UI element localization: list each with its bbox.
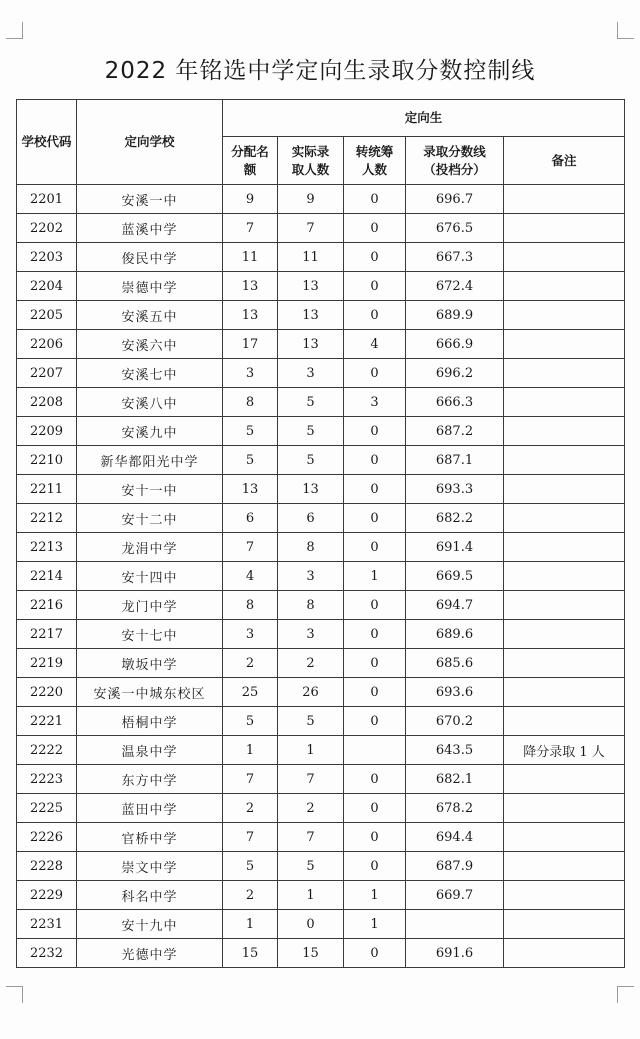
table-row bbox=[17, 446, 625, 475]
cell-actual: 8 bbox=[278, 533, 344, 562]
cell-transfer: 0 bbox=[344, 620, 406, 649]
cell-code: 2214 bbox=[17, 562, 77, 591]
cell-quota: 2 bbox=[223, 649, 278, 678]
cell-note bbox=[504, 794, 625, 823]
cell-score: 687.1 bbox=[406, 446, 504, 475]
cell-quota: 3 bbox=[223, 620, 278, 649]
cell-score: 693.6 bbox=[406, 678, 504, 707]
cell-school: 安溪八中 bbox=[77, 388, 223, 417]
cell-code: 2212 bbox=[17, 504, 77, 533]
cell-note bbox=[504, 678, 625, 707]
cell-score: 685.6 bbox=[406, 649, 504, 678]
cell-actual: 8 bbox=[278, 591, 344, 620]
cell-code: 2202 bbox=[17, 214, 77, 243]
cell-quota: 1 bbox=[223, 736, 278, 765]
cell-code: 2211 bbox=[17, 475, 77, 504]
cell-actual: 7 bbox=[278, 765, 344, 794]
cell-transfer bbox=[344, 736, 406, 765]
cell-transfer: 0 bbox=[344, 823, 406, 852]
cell-quota: 13 bbox=[223, 272, 278, 301]
table-row bbox=[17, 765, 625, 794]
cell-code: 2216 bbox=[17, 591, 77, 620]
table-row bbox=[17, 562, 625, 591]
cell-code: 2231 bbox=[17, 910, 77, 939]
table-row bbox=[17, 359, 625, 388]
cell-quota: 4 bbox=[223, 562, 278, 591]
cell-transfer: 1 bbox=[344, 881, 406, 910]
cell-score: 689.6 bbox=[406, 620, 504, 649]
table-header bbox=[17, 100, 625, 185]
cell-score: 670.2 bbox=[406, 707, 504, 736]
header-score-line2: （投档分） bbox=[423, 161, 486, 177]
cell-school: 安溪七中 bbox=[77, 359, 223, 388]
header-code: 学校代码 bbox=[17, 100, 77, 185]
header-group: 定向生 bbox=[223, 100, 625, 137]
cell-score: 687.2 bbox=[406, 417, 504, 446]
cell-code: 2229 bbox=[17, 881, 77, 910]
cell-school: 新华都阳光中学 bbox=[77, 446, 223, 475]
cell-school: 崇德中学 bbox=[77, 272, 223, 301]
cell-code: 2213 bbox=[17, 533, 77, 562]
cell-actual: 7 bbox=[278, 823, 344, 852]
cell-note bbox=[504, 765, 625, 794]
cell-transfer: 0 bbox=[344, 359, 406, 388]
page-title: 2022 年铭选中学定向生录取分数控制线 bbox=[104, 58, 536, 84]
cell-transfer: 4 bbox=[344, 330, 406, 359]
cell-score: 666.3 bbox=[406, 388, 504, 417]
cell-transfer: 0 bbox=[344, 475, 406, 504]
cell-transfer: 0 bbox=[344, 765, 406, 794]
cell-actual: 2 bbox=[278, 794, 344, 823]
cell-actual: 13 bbox=[278, 301, 344, 330]
cell-quota: 7 bbox=[223, 533, 278, 562]
cell-school: 龙涓中学 bbox=[77, 533, 223, 562]
table-row bbox=[17, 185, 625, 214]
cell-score: 687.9 bbox=[406, 852, 504, 881]
cell-code: 2204 bbox=[17, 272, 77, 301]
cell-quota: 9 bbox=[223, 185, 278, 214]
table-row bbox=[17, 504, 625, 533]
cell-quota: 8 bbox=[223, 388, 278, 417]
cell-actual: 5 bbox=[278, 388, 344, 417]
cell-note bbox=[504, 388, 625, 417]
table-row bbox=[17, 330, 625, 359]
table-row bbox=[17, 649, 625, 678]
cell-school: 崇文中学 bbox=[77, 852, 223, 881]
cell-school: 东方中学 bbox=[77, 765, 223, 794]
cell-school: 光德中学 bbox=[77, 939, 223, 968]
cell-quota: 5 bbox=[223, 707, 278, 736]
cell-actual: 5 bbox=[278, 852, 344, 881]
cell-quota: 7 bbox=[223, 214, 278, 243]
cell-note bbox=[504, 330, 625, 359]
cell-actual: 2 bbox=[278, 649, 344, 678]
cell-score: 694.4 bbox=[406, 823, 504, 852]
table-row bbox=[17, 881, 625, 910]
cell-score: 672.4 bbox=[406, 272, 504, 301]
cell-transfer: 0 bbox=[344, 678, 406, 707]
cell-score: 696.2 bbox=[406, 359, 504, 388]
score-table bbox=[16, 99, 625, 968]
cell-note bbox=[504, 852, 625, 881]
cell-code: 2226 bbox=[17, 823, 77, 852]
table-row bbox=[17, 533, 625, 562]
cell-school: 龙门中学 bbox=[77, 591, 223, 620]
table-body bbox=[17, 185, 625, 968]
cell-transfer: 1 bbox=[344, 910, 406, 939]
cell-school: 温泉中学 bbox=[77, 736, 223, 765]
table-row bbox=[17, 736, 625, 765]
cell-quota: 7 bbox=[223, 823, 278, 852]
cell-score: 694.7 bbox=[406, 591, 504, 620]
cell-note bbox=[504, 823, 625, 852]
cell-transfer: 0 bbox=[344, 301, 406, 330]
cell-note bbox=[504, 272, 625, 301]
cell-quota: 6 bbox=[223, 504, 278, 533]
cell-score: 643.5 bbox=[406, 736, 504, 765]
cell-quota: 3 bbox=[223, 359, 278, 388]
cell-quota: 8 bbox=[223, 591, 278, 620]
cell-note bbox=[504, 185, 625, 214]
header-score-line1: 录取分数线 bbox=[423, 143, 486, 159]
cell-transfer: 0 bbox=[344, 504, 406, 533]
cell-note bbox=[504, 214, 625, 243]
cell-note bbox=[504, 649, 625, 678]
cell-quota: 11 bbox=[223, 243, 278, 272]
cell-school: 蓝田中学 bbox=[77, 794, 223, 823]
table-row bbox=[17, 388, 625, 417]
cell-code: 2210 bbox=[17, 446, 77, 475]
cell-note bbox=[504, 881, 625, 910]
cell-actual: 1 bbox=[278, 736, 344, 765]
cell-note bbox=[504, 446, 625, 475]
cell-score: 691.4 bbox=[406, 533, 504, 562]
table-row bbox=[17, 591, 625, 620]
header-note: 备注 bbox=[504, 137, 625, 185]
cell-transfer: 0 bbox=[344, 243, 406, 272]
cell-quota: 13 bbox=[223, 301, 278, 330]
cell-code: 2217 bbox=[17, 620, 77, 649]
table-row bbox=[17, 678, 625, 707]
cell-actual: 3 bbox=[278, 620, 344, 649]
cell-school: 安溪九中 bbox=[77, 417, 223, 446]
cell-school: 蓝溪中学 bbox=[77, 214, 223, 243]
cell-actual: 0 bbox=[278, 910, 344, 939]
cell-note bbox=[504, 910, 625, 939]
cell-score: 676.5 bbox=[406, 214, 504, 243]
cell-actual: 5 bbox=[278, 446, 344, 475]
cell-transfer: 1 bbox=[344, 562, 406, 591]
cell-school: 安十七中 bbox=[77, 620, 223, 649]
cell-code: 2219 bbox=[17, 649, 77, 678]
cell-actual: 13 bbox=[278, 475, 344, 504]
cell-score: 691.6 bbox=[406, 939, 504, 968]
cell-note bbox=[504, 301, 625, 330]
cell-transfer: 0 bbox=[344, 214, 406, 243]
cell-transfer: 3 bbox=[344, 388, 406, 417]
cell-quota: 5 bbox=[223, 446, 278, 475]
cell-actual: 7 bbox=[278, 214, 344, 243]
cell-actual: 13 bbox=[278, 330, 344, 359]
cell-code: 2205 bbox=[17, 301, 77, 330]
cell-actual: 13 bbox=[278, 272, 344, 301]
cell-transfer: 0 bbox=[344, 272, 406, 301]
cell-school: 安十九中 bbox=[77, 910, 223, 939]
cell-school: 官桥中学 bbox=[77, 823, 223, 852]
cell-actual: 5 bbox=[278, 707, 344, 736]
cell-transfer: 0 bbox=[344, 533, 406, 562]
cell-quota: 15 bbox=[223, 939, 278, 968]
cell-actual: 5 bbox=[278, 417, 344, 446]
table-row bbox=[17, 301, 625, 330]
cell-quota: 5 bbox=[223, 852, 278, 881]
cell-school: 安溪一中 bbox=[77, 185, 223, 214]
cell-actual: 15 bbox=[278, 939, 344, 968]
cell-score: 667.3 bbox=[406, 243, 504, 272]
cell-transfer: 0 bbox=[344, 185, 406, 214]
cell-transfer: 0 bbox=[344, 417, 406, 446]
cell-actual: 3 bbox=[278, 562, 344, 591]
cell-note bbox=[504, 562, 625, 591]
cell-quota: 2 bbox=[223, 794, 278, 823]
cell-transfer: 0 bbox=[344, 707, 406, 736]
table-row bbox=[17, 214, 625, 243]
cell-school: 安溪五中 bbox=[77, 301, 223, 330]
cell-school: 墩坂中学 bbox=[77, 649, 223, 678]
cell-code: 2223 bbox=[17, 765, 77, 794]
corner-mark-top-right bbox=[617, 22, 634, 39]
cell-actual: 6 bbox=[278, 504, 344, 533]
cell-transfer: 0 bbox=[344, 794, 406, 823]
cell-score: 682.1 bbox=[406, 765, 504, 794]
cell-code: 2220 bbox=[17, 678, 77, 707]
cell-quota: 2 bbox=[223, 881, 278, 910]
header-actual: 实际录取人数 bbox=[278, 137, 344, 185]
cell-quota: 5 bbox=[223, 417, 278, 446]
cell-quota: 1 bbox=[223, 910, 278, 939]
cell-transfer: 0 bbox=[344, 939, 406, 968]
header-school: 定向学校 bbox=[77, 100, 223, 185]
cell-code: 2201 bbox=[17, 185, 77, 214]
cell-actual: 3 bbox=[278, 359, 344, 388]
cell-school: 梧桐中学 bbox=[77, 707, 223, 736]
cell-note bbox=[504, 620, 625, 649]
table-row bbox=[17, 794, 625, 823]
cell-score: 693.3 bbox=[406, 475, 504, 504]
cell-note bbox=[504, 533, 625, 562]
cell-code: 2203 bbox=[17, 243, 77, 272]
cell-school: 安溪六中 bbox=[77, 330, 223, 359]
cell-score bbox=[406, 910, 504, 939]
table-row bbox=[17, 243, 625, 272]
header-transfer: 转统筹人数 bbox=[344, 137, 406, 185]
cell-score: 682.2 bbox=[406, 504, 504, 533]
cell-school: 科名中学 bbox=[77, 881, 223, 910]
cell-code: 2228 bbox=[17, 852, 77, 881]
table-row bbox=[17, 475, 625, 504]
corner-mark-bottom-left bbox=[6, 986, 23, 1003]
cell-quota: 13 bbox=[223, 475, 278, 504]
table-row bbox=[17, 910, 625, 939]
cell-actual: 1 bbox=[278, 881, 344, 910]
cell-note bbox=[504, 504, 625, 533]
cell-actual: 26 bbox=[278, 678, 344, 707]
cell-code: 2222 bbox=[17, 736, 77, 765]
corner-mark-top-left bbox=[6, 22, 23, 39]
table-row bbox=[17, 823, 625, 852]
cell-score: 678.2 bbox=[406, 794, 504, 823]
table-row bbox=[17, 272, 625, 301]
cell-code: 2206 bbox=[17, 330, 77, 359]
cell-note: 降分录取 1 人 bbox=[504, 736, 625, 765]
table-row bbox=[17, 852, 625, 881]
cell-note bbox=[504, 417, 625, 446]
cell-score: 689.9 bbox=[406, 301, 504, 330]
table-row bbox=[17, 707, 625, 736]
cell-quota: 7 bbox=[223, 765, 278, 794]
cell-code: 2225 bbox=[17, 794, 77, 823]
cell-note bbox=[504, 939, 625, 968]
cell-code: 2221 bbox=[17, 707, 77, 736]
table-row bbox=[17, 939, 625, 968]
cell-school: 安十四中 bbox=[77, 562, 223, 591]
cell-note bbox=[504, 359, 625, 388]
cell-quota: 25 bbox=[223, 678, 278, 707]
cell-transfer: 0 bbox=[344, 649, 406, 678]
cell-score: 669.5 bbox=[406, 562, 504, 591]
cell-score: 696.7 bbox=[406, 185, 504, 214]
cell-score: 666.9 bbox=[406, 330, 504, 359]
cell-school: 安十一中 bbox=[77, 475, 223, 504]
cell-score: 669.7 bbox=[406, 881, 504, 910]
cell-transfer: 0 bbox=[344, 852, 406, 881]
cell-school: 安溪一中城东校区 bbox=[77, 678, 223, 707]
cell-code: 2208 bbox=[17, 388, 77, 417]
cell-code: 2232 bbox=[17, 939, 77, 968]
cell-code: 2207 bbox=[17, 359, 77, 388]
cell-actual: 9 bbox=[278, 185, 344, 214]
cell-actual: 11 bbox=[278, 243, 344, 272]
cell-transfer: 0 bbox=[344, 591, 406, 620]
cell-school: 俊民中学 bbox=[77, 243, 223, 272]
cell-school: 安十二中 bbox=[77, 504, 223, 533]
table-row bbox=[17, 620, 625, 649]
cell-note bbox=[504, 243, 625, 272]
cell-note bbox=[504, 591, 625, 620]
cell-quota: 17 bbox=[223, 330, 278, 359]
cell-note bbox=[504, 707, 625, 736]
corner-mark-bottom-right bbox=[617, 986, 634, 1003]
header-quota: 分配名额 bbox=[223, 137, 278, 185]
header-score bbox=[406, 137, 504, 185]
cell-code: 2209 bbox=[17, 417, 77, 446]
table-row bbox=[17, 417, 625, 446]
cell-transfer: 0 bbox=[344, 446, 406, 475]
cell-note bbox=[504, 475, 625, 504]
